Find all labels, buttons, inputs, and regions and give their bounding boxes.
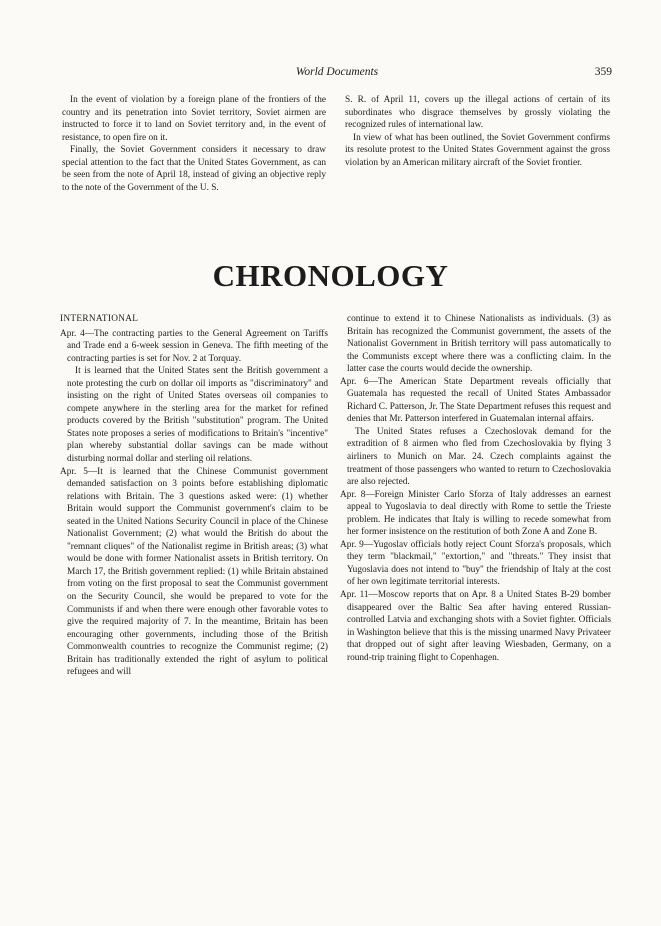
paragraph: S. R. of April 11, covers up the illegal actions of certain of its subordinates who disgrace themselves by grossly violating the recognized rules of international law. [345,95,610,131]
chronology-column-right [340,313,611,664]
chronology-entry: Apr. 5—It is learned that the Chinese Communist government demanded satisfaction on 3 points before establishing diplomatic relations with Britain. The 3 questions asked were: (1) whether Britain would support the Communist government's claim to be seated in the United Nations Security Council in place of the Chinese Nationalist Government; (2) what would the British do about the "remnant cliques" of the Nationalist regime in British areas; (3) what would be done with former Nationalist assets in British territory. On March 17, the British government replied: (1) while Britain abstained from voting on the first proposal to seat the Communist government on the Security Council, she would be prepared to vote for the Communists if and when there were enough other favorable votes to give the required majority of 7. In the meantime, Britain has been encouraging other governments, including those of the British Commonwealth countries to recognize the Communist regime; (2) Britain has traditionally extended the right of asylum to political refugees and will [60,466,328,678]
document-column-right [345,94,610,169]
paragraph: In the event of violation by a foreign plane of the frontiers of the country and its penetration into Soviet territory, Soviet airmen are instructed to force it to land on Soviet territory and, in the event of resistance, to open fire on it. [62,95,326,143]
page-number: 359 [594,66,612,78]
running-title: World Documents [295,66,379,78]
page-header [62,66,612,82]
paragraph: Finally, the Soviet Government considers it necessary to draw special attention to the fact that the United States Government, as can be seen from the note of April 18, instead of giving an objective reply to the note of the Government of the U. S. [62,145,326,193]
section-title: CHRONOLOGY [212,258,449,293]
paragraph: In view of what has been outlined, the Soviet Government confirms its resolute protest to the United States Government against the gross violation by an American military aircraft of the Soviet frontier. [345,132,610,168]
chronology-entry: Apr. 8—Foreign Minister Carlo Sforza of Italy addresses an earnest appeal to Yugoslavia to deal directly with Rome to settle the Trieste problem. He indicates that Italy is willing to recede somewhat from her former insistence on the restitution of both Zone A and Zone B. [340,489,611,538]
section-label: INTERNATIONAL [60,314,139,324]
chronology-entry: Apr. 4—The contracting parties to the General Agreement on Tariffs and Trade end a 6-week session in Geneva. The fifth meeting of the contracting parties is set for Nov. 2 at Torquay. [60,328,328,364]
chronology-entry: Apr. 6—The American State Department reveals officially that Guatemala has requested the recall of United States Ambassador Richard C. Patterson, Jr. The State Department refuses this request and denies that Mr. Patterson interfered in Guatemalan internal affairs. [340,376,611,425]
chronology-entry: The United States refuses a Czechoslovak demand for the extradition of 8 airmen who fled from Czechoslovakia by flying 3 airliners to Munich on Mar. 24. Czech complaints against the treatment of those passengers who wanted to return to Czechoslovakia are also rejected. [347,426,611,488]
chronology-entry: continue to extend it to Chinese Nationalists as individuals. (3) as Britain has recognized the Communist government, the assets of the Nationalist Government in British territory will pass automatically to the Communists except where there was a conflicting claim. In the latter case the courts would decide the ownership. [347,314,611,375]
document-column-left [62,94,326,194]
chronology-entry: It is learned that the United States sent the British government a note protesting the curb on dollar oil imports as "discriminatory" and insisting on the right of United States overseas oil companies to compete anywhere in the sterling area for the market for refined products covered by the British "substitution" program. The United States note proposes a series of modifications to Britain's "incentive" plan whereby substantial dollar savings can be made without disturbing normal dollar and sterling oil relations. [67,366,328,465]
chronology-column-left [60,313,328,679]
chronology-entry: Apr. 9—Yugoslav officials hotly reject Count Sforza's proposals, which they term "blackmail," "extortion," and "threats." They insist that Yugoslavia does not intend to "buy" the friendship of Italy at the cost of her own legitimate territorial interests. [340,539,611,588]
chronology-entry: Apr. 11—Moscow reports that on Apr. 8 a United States B-29 bomber disappeared over the Baltic Sea after having entered Russian-controlled Latvia and exchanging shots with a Soviet fighter. Officials in Washington believe that this is the missing unarmed Navy Privateer that dropped out of sight after leaving Wiesbaden, Germany, on a round-trip training flight to Copenhagen. [340,590,611,663]
